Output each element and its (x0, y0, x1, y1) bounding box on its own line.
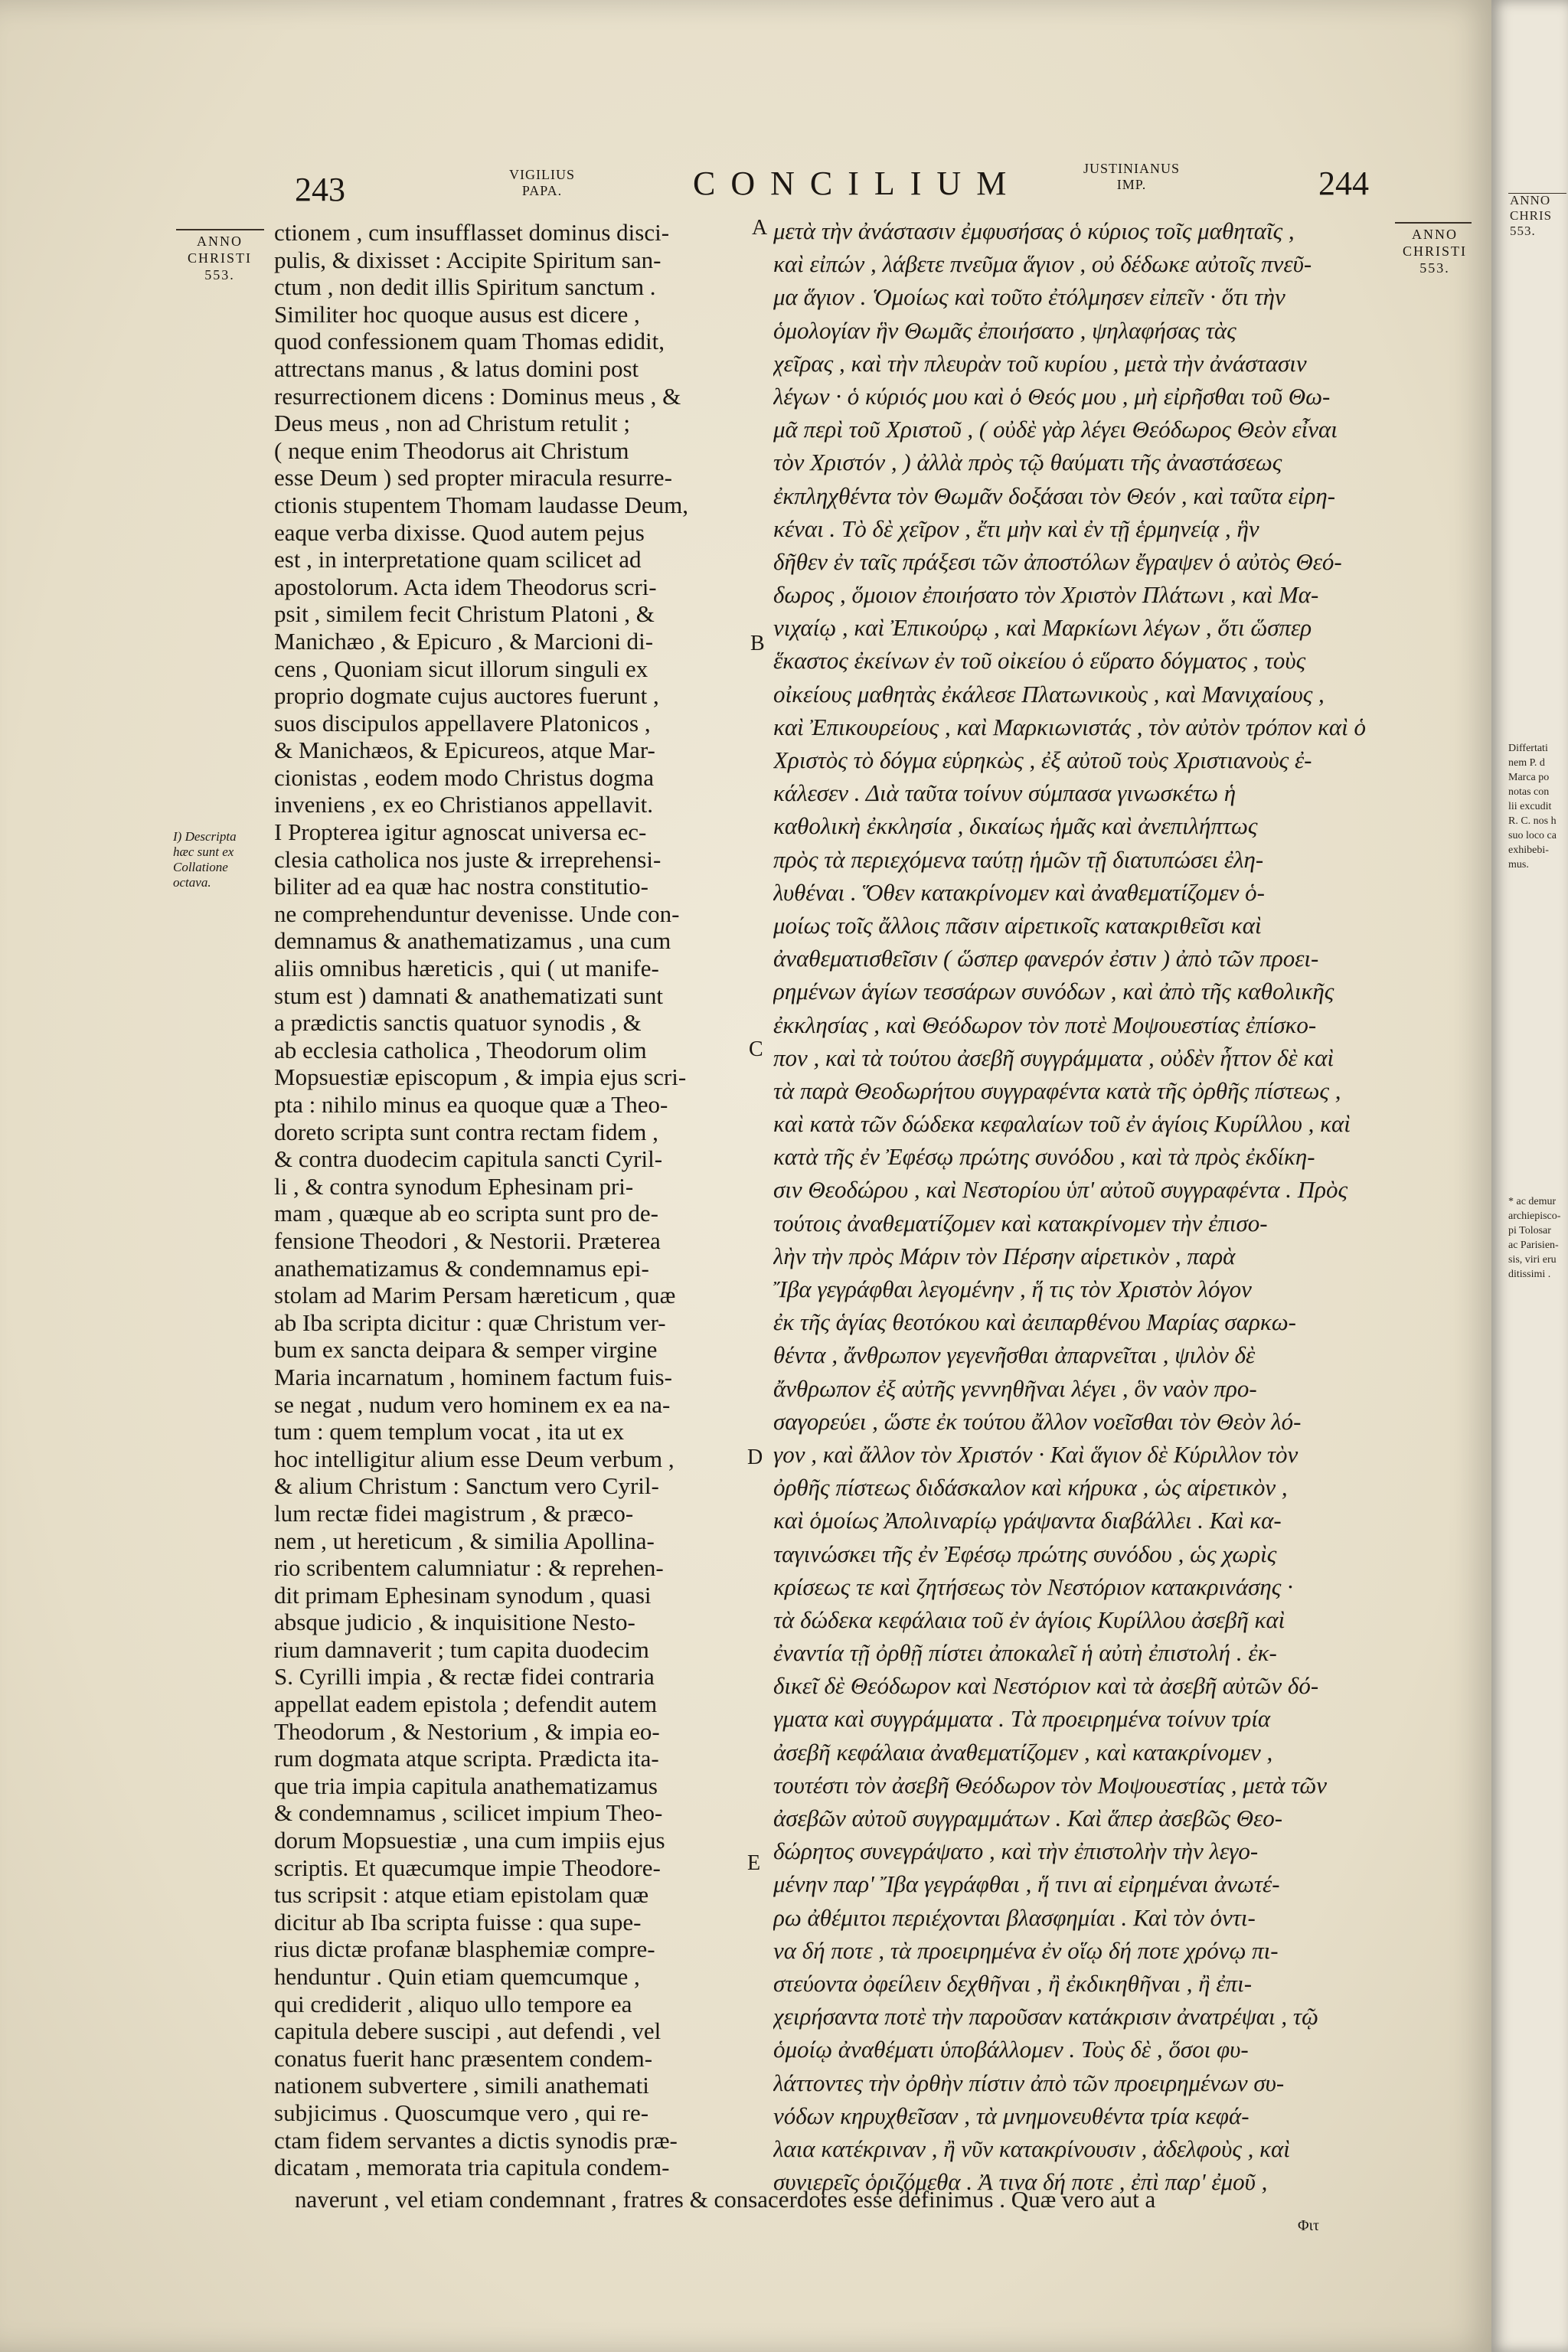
text-line: & contra duodecim capitula sancti Cyril- (274, 1145, 663, 1173)
text-line: dorum Mopsuestiæ , una cum impiis ejus (274, 1827, 665, 1854)
text-line: dicitur ab Iba scripta fuisse : qua supe- (274, 1908, 642, 1936)
section-letter-c: C (749, 1037, 763, 1061)
text-line: καὶ κατὰ τῶν δώδεκα κεφαλαίων τοῦ ἐν ἁγίοις Κυρίλλου , καὶ (773, 1110, 1351, 1138)
text-line: appellat eadem epistola ; defendit autem (274, 1690, 658, 1718)
note-line: * ac demur (1508, 1196, 1557, 1207)
text-line: nationem subvertere , simili anathemati (274, 2072, 649, 2099)
text-line: dit primam Ephesinam synodum , quasi (274, 1581, 652, 1609)
note-line: mus. (1508, 859, 1529, 871)
text-line: ἄνθρωπον ἐξ αὐτῆς γεννηθῆναι λέγει , ὃν ναὸν προ- (773, 1374, 1257, 1402)
text-line: attrectans manus , & latus domini post (274, 354, 639, 382)
text-line: & alium Christum : Sanctum vero Cyril- (274, 1472, 659, 1500)
adjacent-page-edge (1491, 0, 1568, 2352)
text-line: Mopsuestiæ episcopum , & impia ejus scri- (274, 1063, 687, 1091)
page-number-right: 244 (1318, 165, 1369, 202)
text-line: κρίσεως τε καὶ ζητήσεως τὸν Νεστόριον κατακρινάσης · (773, 1573, 1293, 1600)
christi-text: CHRIS (1510, 208, 1553, 223)
text-line: ( neque enim Theodorus ait Christum (274, 436, 629, 464)
text-line: esse Deum ) sed propter miracula resurre- (274, 464, 672, 492)
header-vigilius (496, 167, 588, 199)
text-line: ἀσεβῆ κεφάλαια ἀναθεματίζομεν , καὶ κατακρίνομεν , (773, 1738, 1273, 1766)
note-line: I) Descripta (173, 829, 237, 844)
text-line: καὶ εἰπών , λάβετε πνεῦμα ἅγιον , οὐ δέδωκε αὐτοῖς πνεῦ- (773, 250, 1312, 278)
text-line: ab Iba scripta dicitur : quæ Christum ver- (274, 1308, 666, 1336)
text-line: stolam ad Marim Persam hæreticum , quæ (274, 1282, 676, 1309)
text-line: σαγορεύει , ὥστε ἐκ τούτου ἄλλον νοεῖσθαι τὸν Θεὸν λό- (773, 1407, 1302, 1435)
text-line: νιχαίῳ , καὶ Ἐπικούρῳ , καὶ Μαρκίωνι λέγων , ὅτι ὥσπερ (773, 614, 1312, 642)
text-line: λαια κατέκριναν , ἢ νῦν κατακρίνουσιν , ἀδελφοὺς , καὶ (773, 2135, 1290, 2162)
text-line: να δή ποτε , τὰ προειρημένα ἐν οἵῳ δή ποτε χρόνῳ πι- (773, 1936, 1279, 1964)
note-line: suo loco ca (1508, 830, 1557, 841)
text-line: Ἴβα γεγράφθαι λεγομένην , ἥ τις τὸν Χριστὸν λόγον (773, 1276, 1252, 1302)
text-line: pulis, & dixisset : Accipite Spiritum san- (274, 246, 662, 273)
text-line: ρω ἀθέμιτοι περιέχονται βλασφημίαι . Καὶ τὸν ὁντι- (773, 1903, 1256, 1931)
text-line: νόδων κηρυχθεῖσαν , τὰ μνημονευθέντα τρία κεφά- (773, 2102, 1250, 2129)
section-letter-b: B (750, 632, 765, 655)
text-line: hoc intelligitur alium esse Deum verbum , (274, 1445, 675, 1472)
text-line: δικεῖ δὲ Θεόδωρον καὶ Νεστόριον καὶ τὰ ἀσεβῆ αὐτῶν δό- (773, 1672, 1319, 1700)
text-line: est , in interpretatione quam scilicet ad (274, 546, 642, 573)
note-line: Marca po (1508, 772, 1550, 783)
text-line: absque judicio , & inquisitione Nesto- (274, 1609, 635, 1636)
text-line: rum dogmata atque scripta. Prædicta ita- (274, 1745, 659, 1772)
text-line: καὶ Ἐπικουρείους , καὶ Μαρκιωνιστάς , τὸν αὐτὸν τρόπον καὶ ὁ (773, 713, 1366, 740)
text-line: σιν Θεοδώρου , καὶ Νεστορίου ὑπ' αὐτοῦ συγγραφέντα . Πρὸς (773, 1176, 1348, 1204)
note-line: R. C. nos h (1508, 815, 1557, 827)
text-line: ἕκαστος ἐκείνων ἐν τοῦ οἰκείου ὁ εὕρατο δόγματος , τοὺς (773, 647, 1306, 675)
text-line: μένην παρ' Ἴβα γεγράφθαι , ἥ τινι αἱ εἰρημέναι ἀνωτέ- (773, 1870, 1280, 1898)
text-line: a prædictis sanctis quatuor synodis , & (274, 1009, 642, 1037)
text-line: χεῖρας , καὶ τὴν πλευρὰν τοῦ κυρίου , μετὰ τὴν ἀνάστασιν (773, 349, 1307, 377)
text-line: I Propterea igitur agnoscat universa ec- (274, 818, 647, 846)
text-line: se negat , nudum vero hominem ex ea na- (274, 1390, 671, 1418)
text-line: Theodorum , & Nestorium , & impia eo- (274, 1717, 660, 1745)
text-line: οἰκείους μαθητὰς ἐκάλεσε Πλατωνικοὺς , καὶ Μανιχαίους , (773, 680, 1325, 707)
text-line: γματα καὶ συγγράμματα . Τὰ προειρημένα τοίνυν τρία (773, 1705, 1271, 1733)
year-text: 553. (1510, 224, 1536, 238)
text-line: apostolorum. Acta idem Theodorus scri- (274, 573, 657, 600)
text-line: κέναι . Τὸ δὲ χεῖρον , ἔτι μὴν καὶ ἐν τῇ ἑρμηνείᾳ , ἣν (773, 514, 1259, 542)
header-vigilius-text: VIGILIUS (509, 167, 575, 182)
text-line: S. Cyrilli impia , & rectæ fidei contraria (274, 1663, 655, 1690)
text-line: λὴν τὴν πρὸς Μάριν τὸν Πέρσην αἱρετικὸν , παρὰ (773, 1242, 1236, 1269)
text-line: καὶ ὁμοίως Ἀπολιναρίῳ γράψαντα διαβάλλει . Καὶ κα- (773, 1507, 1282, 1534)
note-line: Collatione (173, 860, 228, 874)
note-line: lii excudit (1508, 801, 1552, 812)
text-line: ταγινώσκει τῆς ἐν Ἐφέσῳ πρώτης συνόδου , ὡς χωρὶς (773, 1540, 1277, 1567)
note-line: ac Parisien- (1508, 1240, 1559, 1251)
text-line: δῆθεν ἐν ταῖς πράξεσι τῶν ἀποστόλων ἔγραψεν ὁ αὐτὸς Θεό- (773, 547, 1342, 575)
text-line: θέντα , ἄνθρωπον γεγενῆσθαι ἀπαρνεῖται , ψιλὸν δὲ (773, 1341, 1256, 1369)
text-line: καθολικὴ ἐκκλησία , δικαίως ἡμᾶς καὶ ἀνεπιλήπτως (773, 812, 1258, 840)
text-line: henduntur . Quin etiam quemcumque , (274, 1963, 640, 1990)
text-line: bum ex sancta deipara & semper virgine (274, 1336, 658, 1364)
text-line: subjicimus . Quoscumque vero , qui re- (274, 2099, 649, 2126)
text-line: συνιερεῖς ὁριζόμεθα . Ἀ τινα δή ποτε , ἐπὶ παρ' ἐμοῦ , (773, 2168, 1268, 2196)
text-line: nem , ut hereticum , & similia Apollina- (274, 1527, 655, 1554)
text-line: demnamus & anathematizamus , una cum (274, 927, 671, 955)
text-line: Manichæo , & Epicuro , & Marcioni di- (274, 627, 654, 655)
header-papa-text: PAPA. (521, 183, 563, 198)
text-line: κατὰ τῆς ἐν Ἐφέσῳ πρώτης συνόδου , καὶ τὰ πρὸς ἐκδίκη- (773, 1143, 1315, 1171)
text-line: τὸν Χριστόν , ) ἀλλὰ πρὸς τῷ θαύματι τῆς ἀναστάσεως (773, 449, 1282, 476)
section-letter-d: D (747, 1446, 763, 1469)
text-line: ne comprehenduntur devenisse. Unde con- (274, 900, 680, 927)
text-line: que tria impia capitula anathematizamus (274, 1772, 658, 1799)
margin-rule-right (1395, 222, 1472, 224)
text-line: eaque verba dixisse. Quod autem pejus (274, 518, 645, 546)
text-line: μοίως τοῖς ἄλλοις πᾶσιν αἱρετικοῖς κατακριθεῖσι καὶ (773, 911, 1262, 939)
section-letter-a: A (752, 216, 768, 240)
text-line: cens , Quoniam sicut illorum singuli ex (274, 655, 648, 682)
text-line: conatus fuerit hanc præsentem condem- (274, 2044, 653, 2072)
note-line: ditissimi . (1508, 1269, 1551, 1280)
text-line: pta : nihilo minus ea quoque quæ a Theo- (274, 1091, 668, 1118)
catchword: Φιτ (1298, 2217, 1320, 2234)
text-line: & condemnamus , scilicet impium Theo- (274, 1799, 663, 1827)
text-line: ctum , non dedit illis Spiritum sanctum . (274, 273, 656, 301)
latin-column (274, 219, 733, 2181)
text-line: δωρος , ὅμοιον ἐποιήσατο τὸν Χριστὸν Πλάτωνι , καὶ Μα- (773, 581, 1319, 609)
text-line: aliis omnibus hæreticis , qui ( ut manife- (274, 955, 659, 982)
header-justinianus (1070, 161, 1193, 193)
text-line: doreto scripta sunt contra rectam fidem , (274, 1118, 658, 1145)
text-line: ab ecclesia catholica , Theodorum olim (274, 1036, 647, 1063)
text-line: τουτέστι τὸν ἀσεβῆ Θεόδωρον τὸν Μοψουεστίας , μετὰ τῶν (773, 1771, 1327, 1798)
text-line: λυθέναι . Ὅθεν κατακρίνομεν καὶ ἀναθεματίζομεν ὁ- (773, 878, 1265, 906)
text-line: Maria incarnatum , hominem factum fuis- (274, 1363, 672, 1390)
text-line: ἀναθεματισθεῖσιν ( ὥσπερ φανερόν ἐστιν ) ἀπὸ τῶν προει- (773, 945, 1319, 972)
note-line: sis, viri eru (1508, 1254, 1557, 1266)
greek-column (773, 214, 1395, 2198)
note-line: exhibebi- (1508, 844, 1549, 856)
page-number-left: 243 (295, 171, 345, 208)
text-line: qui crediderit , aliquo ullo tempore ea (274, 1990, 632, 2017)
year-text: 553. (204, 267, 235, 283)
text-line: γον , καὶ ἄλλον τὸν Χριστόν · Καὶ ἅγιον δὲ Κύριλλον τὸν (773, 1440, 1298, 1468)
text-line: Χριστὸς τὸ δόγμα εὑρηκὼς , ἐξ αὐτοῦ τοὺς Χριστιανοὺς ἐ- (773, 746, 1312, 773)
text-line: τὰ παρὰ Θεοδωρήτου συγγραφέντα κατὰ τῆς ὀρθῆς πίστεως , (773, 1076, 1341, 1104)
text-line: ctam fidem servantes a dictis synodis præ- (274, 2126, 678, 2154)
text-line: fensione Theodori , & Nestorii. Præterea (274, 1227, 661, 1254)
text-line: μᾶ περὶ τοῦ Χριστοῦ , ( οὐδὲ γὰρ λέγει Θεόδωρος Θεὸν εἶναι (773, 416, 1338, 443)
text-line: ὁμολογίαν ἣν Θωμᾶς ἐποιήσατο , ψηλαφήσας τὰς (773, 316, 1236, 344)
text-line: rio scribentem calumniatur : & reprehen- (274, 1554, 664, 1582)
text-line: stum est ) damnati & anathematizati sunt (274, 982, 663, 1009)
text-line: tus scripsit : atque etiam epistolam quæ (274, 1881, 649, 1909)
year-text: 553. (1419, 260, 1450, 276)
text-line: ἐκπληχθέντα τὸν Θωμᾶν δοξάσαι τὸν Θεόν , καὶ ταῦτα εἰρη- (773, 482, 1336, 509)
text-line: rium damnaverit ; tum capita duodecim (274, 1635, 649, 1663)
header-justinianus-text: JUSTINIANUS (1083, 161, 1180, 176)
text-line: rius dictæ profanæ blasphemiæ compre- (274, 1936, 655, 1963)
page-title: CONCILIUM (693, 165, 1022, 202)
text-line: anathematizamus & condemnamus epi- (274, 1254, 649, 1282)
text-line: ctionem , cum insufflasset dominus disci- (274, 219, 670, 246)
margin-rule-left (176, 229, 264, 230)
text-line: ctionis stupentem Thomam laudasse Deum, (274, 491, 688, 518)
text-line: biliter ad ea quæ hac nostra constitutio- (274, 873, 648, 900)
text-line: tum : quem templum vocat , ita ut ex (274, 1418, 625, 1446)
text-line: ἐκκλησίας , καὶ Θεόδωρον τὸν ποτὲ Μοψουεστίας ἐπίσκο- (773, 1011, 1317, 1038)
text-line: & Manichæos, & Epicureos, atque Mar- (274, 737, 655, 764)
text-line: ὁμοίῳ ἀναθέματι ὑποβάλλομεν . Τοὺς δὲ , ὅσοι φυ- (773, 2036, 1249, 2063)
text-line: inveniens , ex eo Christianos appellavit. (274, 791, 654, 818)
text-line: scriptis. Et quæcumque impie Theodore- (274, 1854, 661, 1881)
text-line: μα ἅγιον . Ὁμοίως καὶ τοῦτο ἐτόλμησεν εἰπεῖν · ὅτι τὴν (773, 283, 1285, 311)
text-line: τούτοις ἀναθεματίζομεν καὶ κατακρίνομεν τὴν ἐπισο- (773, 1209, 1268, 1236)
text-line: χειρήσαντα ποτὲ τὴν παροῦσαν κατάκρισιν ἀνατρέψαι , τῷ (773, 2003, 1318, 2030)
text-line: mam , quæque ab eo scripta sunt pro de- (274, 1200, 658, 1227)
anno-text: ANNO (1412, 227, 1458, 242)
next-page-note-2 (1508, 1194, 1568, 1282)
text-line: clesia catholica nos juste & irreprehensi- (274, 845, 662, 873)
text-line: ἀσεβῶν αὐτοῦ συγγραμμάτων . Καὶ ἅπερ ἀσεβῶς Θεο- (773, 1805, 1283, 1831)
note-line: pi Tolosar (1508, 1225, 1551, 1236)
text-line: λέγων · ὁ κύριός μου καὶ ὁ Θεός μου , μὴ εἰρῆσθαι τοῦ Θω- (773, 382, 1331, 410)
christi-text: CHRISTI (1402, 243, 1467, 259)
text-line: πον , καὶ τὰ τούτου ἀσεβῆ συγγράμματα , οὐδὲν ἧττον δὲ καὶ (773, 1044, 1334, 1071)
note-line: archiepisco- (1508, 1210, 1561, 1222)
text-line: li , & contra synodum Ephesinam pri- (274, 1172, 634, 1200)
note-line: octava. (173, 875, 211, 890)
text-line: proprio dogmate cujus auctores fuerunt , (274, 682, 659, 710)
anno-christi-left (173, 233, 266, 283)
text-line: lum rectæ fidei magistrum , & præco- (274, 1499, 634, 1527)
text-line: Deus meus , non ad Christum retulit ; (274, 410, 630, 437)
text-line: στεύοντα ὀφείλειν δεχθῆναι , ἢ ἐκδικηθῆναι , ἢ ἐπι- (773, 1969, 1253, 1997)
header-imp-text: IMP. (1116, 177, 1147, 192)
text-line: ρημένων ἁγίων τεσσάρων συνόδων , καὶ ἀπὸ τῆς καθολικῆς (773, 978, 1334, 1005)
text-line: ἐναντία τῇ ὀρθῇ πίστει ἀποκαλεῖ ἡ αὐτὴ ἐπιστολή . ἐκ- (773, 1639, 1277, 1667)
text-line: resurrectionem dicens : Dominus meus , & (274, 382, 681, 410)
note-line: notas con (1508, 786, 1550, 798)
anno-christi-right (1392, 226, 1478, 276)
note-line: hæc sunt ex (173, 844, 234, 859)
text-line: πρὸς τὰ περιεχόμενα ταύτῃ ἡμῶν τῇ διατυπώσει ἐλη- (773, 845, 1264, 873)
text-line: quod confessionem quam Thomas edidit, (274, 328, 665, 355)
christi-text: CHRISTI (187, 250, 252, 266)
bottom-line: naverunt , vel etiam condemnant , fratres & consacerdotes esse definimus . Quæ vero aut a (295, 2186, 1156, 2213)
section-letter-e: E (747, 1851, 761, 1875)
text-line: dicatam , memorata tria capitula condem- (274, 2154, 670, 2181)
next-page-anno (1510, 193, 1552, 239)
next-page-note-1 (1508, 741, 1568, 872)
text-line: κάλεσεν . Διὰ ταῦτα τοίνυν σύμπασα γινωσκέτω ἡ (773, 779, 1236, 807)
text-line: Similiter hoc quoque ausus est dicere , (274, 300, 640, 328)
anno-text: ANNO (1510, 193, 1551, 207)
text-line: μετὰ τὴν ἀνάστασιν ἐμφυσήσας ὁ κύριος τοῖς μαθηταῖς , (773, 217, 1295, 244)
text-line: δώρητος συνεγράψατο , καὶ τὴν ἐπιστολὴν τὴν λεγο- (773, 1838, 1259, 1865)
text-line: λάττοντες τὴν ὀρθὴν πίστιν ἀπὸ τῶν προειρημένων συ- (773, 2069, 1285, 2096)
text-line: capitula debere suscipi , aut defendi , vel (274, 2017, 662, 2045)
text-line: cionistas , eodem modo Christus dogma (274, 763, 654, 791)
note-line: nem P. d (1508, 757, 1545, 769)
text-line: ὀρθῆς πίστεως διδάσκαλον καὶ κήρυκα , ὡς αἱρετικὸν , (773, 1474, 1288, 1501)
text-line: τὰ δώδεκα κεφάλαια τοῦ ἐν ἁγίοις Κυρίλλου ἀσεβῆ καὶ (773, 1606, 1285, 1633)
text-line: suos discipulos appellavere Platonicos , (274, 709, 651, 737)
note-line: Differtati (1508, 743, 1548, 754)
margin-note-descripta (173, 829, 271, 890)
text-line: ἐκ τῆς ἁγίας θεοτόκου καὶ ἀειπαρθένου Μαρίας σαρκω- (773, 1308, 1296, 1336)
anno-text: ANNO (197, 234, 243, 249)
text-line: psit , similem fecit Christum Platoni , & (274, 600, 655, 628)
